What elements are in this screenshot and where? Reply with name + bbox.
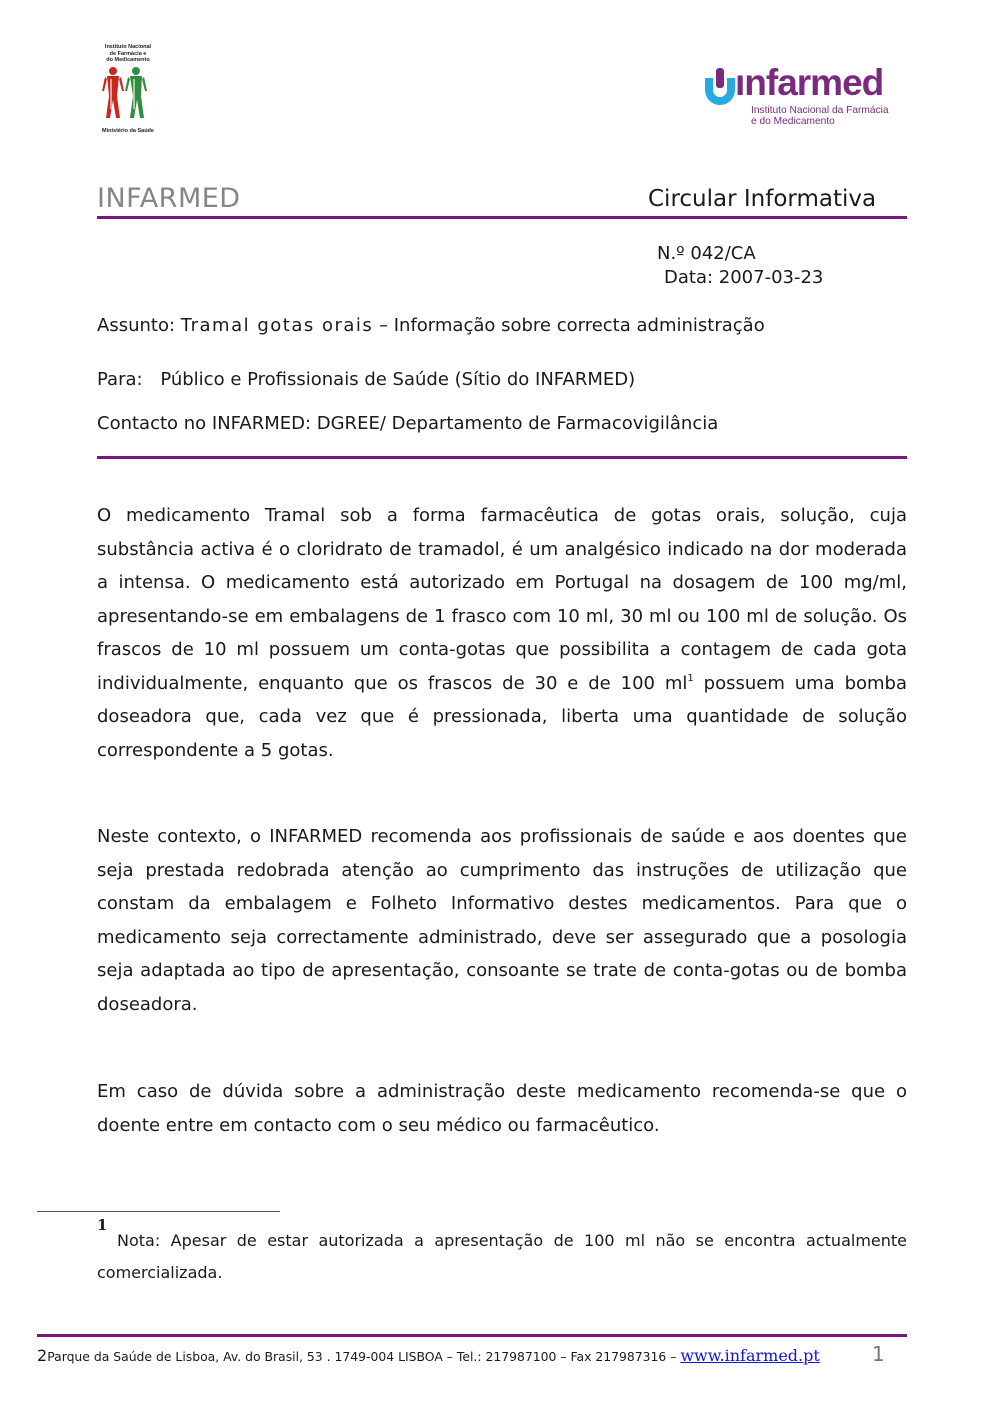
footer-address-text: Parque da Saúde de Lisboa, Av. do Brasil, 53 . 1749-004 LISBOA – Tel.: 217987100 – Fax 217987316 – bbox=[47, 1349, 681, 1364]
logo-ministry-text: Ministério da Saúde bbox=[102, 128, 154, 134]
subject-label: Assunto: bbox=[97, 315, 176, 336]
logo-tagline: e do Medicamento bbox=[751, 116, 835, 127]
subject-line bbox=[97, 315, 765, 337]
subject-product: Tramal gotas orais bbox=[180, 315, 374, 336]
recipients-line bbox=[97, 369, 635, 391]
brand-title: INFARMED bbox=[97, 183, 241, 214]
footnote-mark: 1 bbox=[97, 1216, 108, 1234]
ministry-logo bbox=[96, 44, 160, 136]
document-type: Circular Informativa bbox=[648, 186, 877, 212]
website-link[interactable]: www.infarmed.pt bbox=[680, 1346, 820, 1365]
logo-text-line: de Farmácia e bbox=[109, 50, 147, 57]
header-divider bbox=[97, 216, 907, 219]
footnote-text bbox=[97, 1225, 907, 1289]
footnote-body: Nota: Apesar de estar autorizada a apresentação de 100 ml não se encontra actualmente comercializada. bbox=[97, 1231, 907, 1282]
recipients-value: Público e Profissionais de Saúde (Sítio do INFARMED) bbox=[160, 369, 636, 390]
page-number: 1 bbox=[872, 1342, 885, 1366]
logo-text-line: do Medicamento bbox=[106, 57, 150, 63]
logo-tagline: Instituto Nacional da Farmácia bbox=[751, 105, 889, 116]
infarmed-symbol-icon bbox=[703, 66, 737, 110]
recipients-label: Para: bbox=[97, 369, 143, 390]
contact-line: Contacto no INFARMED: DGREE/ Departamento de Farmacovigilância bbox=[97, 413, 719, 434]
footer-address bbox=[37, 1346, 820, 1365]
circular-number: N.º 042/CA bbox=[657, 243, 756, 264]
infarmed-wordmark: ınfarmed bbox=[735, 62, 884, 103]
footer-prefix: 2 bbox=[37, 1346, 48, 1365]
subject-description: – Informação sobre correcta administração bbox=[373, 315, 765, 336]
meta-divider bbox=[97, 456, 907, 459]
infarmed-logo bbox=[703, 62, 889, 132]
footnote-separator bbox=[37, 1211, 280, 1212]
circular-date: Data: 2007-03-23 bbox=[664, 267, 824, 288]
paragraph-1-text-continued: possuem uma bomba doseadora que, cada vez que é pressionada, liberta uma quantidade de solução correspondente a 5 gotas. bbox=[97, 672, 907, 761]
paragraph-1-text: O medicamento Tramal sob a forma farmacêutica de gotas orais, solução, cuja substância activa é o cloridrato de tramadol, é um analgésico indicado na dor moderada a intensa. O medicamento está autorizado em Portugal na dosagem de 100 mg/ml, apresentando-se em embalagens de 1 frasco com 10 ml, 30 ml ou 100 ml de solução. Os frascos de 10 ml possuem um conta-gotas que possibilita a contagem de cada gota individualmente, enquanto que os frascos de 30 e de 100 ml bbox=[97, 505, 907, 694]
human-figures-icon bbox=[96, 65, 160, 127]
footnote-reference: 1 bbox=[687, 672, 694, 684]
paragraph-3: Em caso de dúvida sobre a administração deste medicamento recomenda-se que o doente entre em contacto com o seu médico ou farmacêutico. bbox=[97, 1081, 907, 1136]
paragraph-2: Neste contexto, o INFARMED recomenda aos profissionais de saúde e aos doentes que seja prestada redobrada atenção ao cumprimento das instruções de utilização que constam da embalagem e Folheto Informativo destes medicamentos. Para que o medicamento seja correctamente administrado, deve ser assegurado que a posologia seja adaptada ao tipo de apresentação, consoante se trate de conta-gotas ou de bomba doseadora. bbox=[97, 826, 907, 1015]
footer-divider bbox=[37, 1334, 907, 1337]
paragraph-1 bbox=[97, 499, 907, 767]
logo-text-line: Instituto Nacional bbox=[104, 44, 152, 50]
